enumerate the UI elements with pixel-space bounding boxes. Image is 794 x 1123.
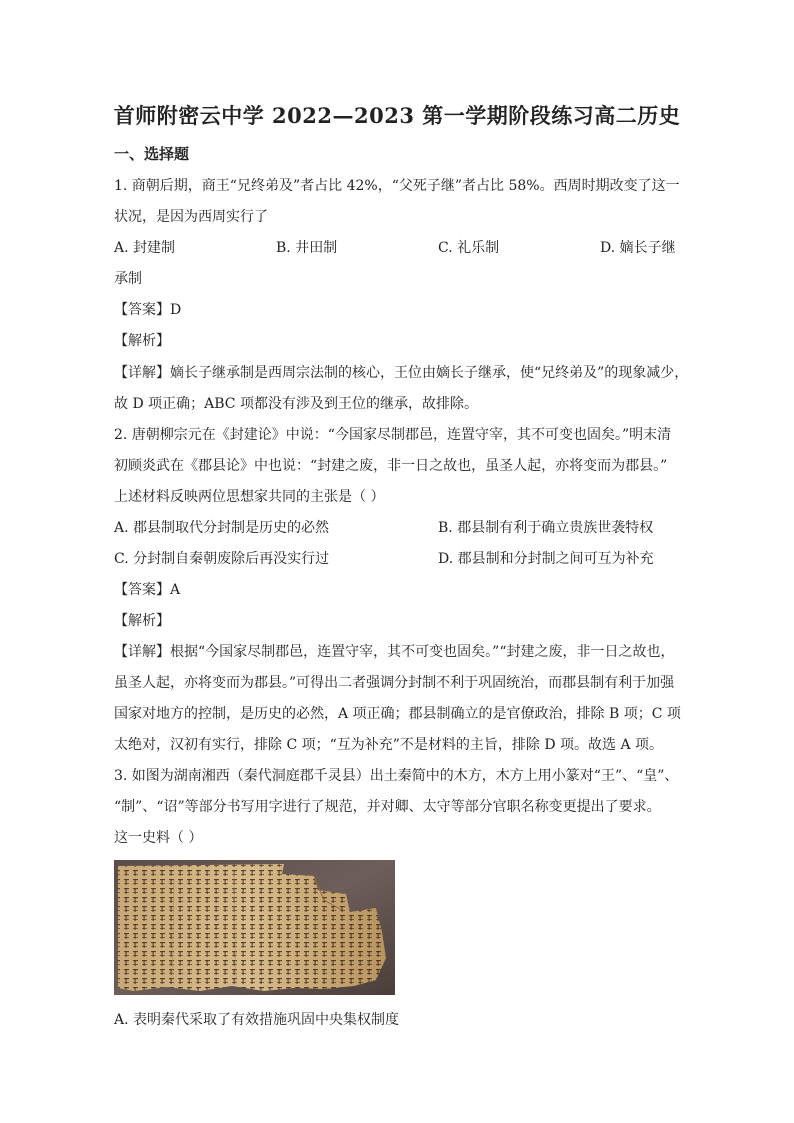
q1-option-c: C. 礼乐制 bbox=[438, 240, 500, 256]
q2-analysis-label: 【解析】 bbox=[114, 613, 170, 629]
q2-stem-line: 2. 唐朝柳宗元在《封建论》中说：“今国家尽制郡邑，连置守宰，其不可变也固矣。”明末清 bbox=[114, 427, 672, 443]
q2-detail-line: 国家对地方的控制，是历史的必然，A 项正确；郡县制确立的是官僚政治，排除 B 项；C 项 bbox=[114, 706, 681, 722]
q3-option-a: A. 表明秦代采取了有效措施巩固中央集权制度 bbox=[114, 1012, 400, 1028]
tablet-photo bbox=[114, 860, 395, 995]
q1-analysis-label: 【解析】 bbox=[114, 333, 170, 349]
q2-detail-line: 虽圣人起，亦将变而为郡县。”可得出二者强调分封制不利于巩固统治，而郡县制有利于加强 bbox=[114, 675, 675, 691]
q3-stem-line: 这一史料（ ） bbox=[114, 830, 203, 846]
q2-detail-line: 太绝对，汉初有实行，排除 C 项；“互为补充”不是材料的主旨，排除 D 项。故选 A 项。 bbox=[114, 737, 664, 753]
q3-stem-line: “制”、“诏”等部分书写用字进行了规范，并对卿、太守等部分官职名称变更提出了要求。 bbox=[114, 799, 661, 815]
q2-answer: 【答案】A bbox=[114, 582, 181, 598]
q2-stem-line: 上述材料反映两位思想家共同的主张是（ ） bbox=[114, 489, 385, 505]
q2-option-c: C. 分封制自秦朝废除后再没实行过 bbox=[114, 551, 330, 567]
q1-option-b: B. 井田制 bbox=[276, 240, 338, 256]
q2-option-b: B. 郡县制有利于确立贵族世袭特权 bbox=[438, 520, 654, 536]
q3-stem-line: 3. 如图为湖南湘西（秦代洞庭郡千灵县）出土秦简中的木方，木方上用小篆对“王”、“皇”、 bbox=[114, 768, 679, 784]
q2-stem-line: 初顾炎武在《郡县论》中也说：“封建之废，非一日之故也，虽圣人起，亦将变而为郡县。” bbox=[114, 458, 668, 474]
q2-option-d: D. 郡县制和分封制之间可互为补充 bbox=[438, 551, 654, 567]
page-title: 首师附密云中学 2022—2023 第一学期阶段练习高二历史 bbox=[113, 103, 681, 128]
q1-option-d: D. 嫡长子继 bbox=[600, 240, 676, 256]
q1-detail-line: 故 D 项正确；ABC 项都没有涉及到王位的继承，故排除。 bbox=[114, 396, 478, 412]
q1-option-d-wrap: 承制 bbox=[114, 271, 142, 287]
qin-wooden-tablet-image bbox=[114, 860, 395, 995]
section-heading: 一、选择题 bbox=[114, 145, 190, 163]
q2-detail-line: 【详解】根据“今国家尽制郡邑，连置守宰，其不可变也固矣。”“封建之废，非一日之故也， bbox=[114, 644, 675, 660]
q1-answer: 【答案】D bbox=[114, 302, 182, 318]
q1-stem-line: 状况，是因为西周实行了 bbox=[114, 209, 268, 225]
q1-detail-line: 【详解】嫡长子继承制是西周宗法制的核心，王位由嫡长子继承，使“兄终弟及”的现象减少， bbox=[114, 365, 689, 381]
q1-option-a: A. 封建制 bbox=[114, 240, 176, 256]
q2-option-a: A. 郡县制取代分封制是历史的必然 bbox=[114, 520, 330, 536]
q1-stem-line: 1. 商朝后期，商王“兄终弟及”者占比 42%，“父死子继”者占比 58%。西周时期改变了这一 bbox=[114, 178, 680, 194]
